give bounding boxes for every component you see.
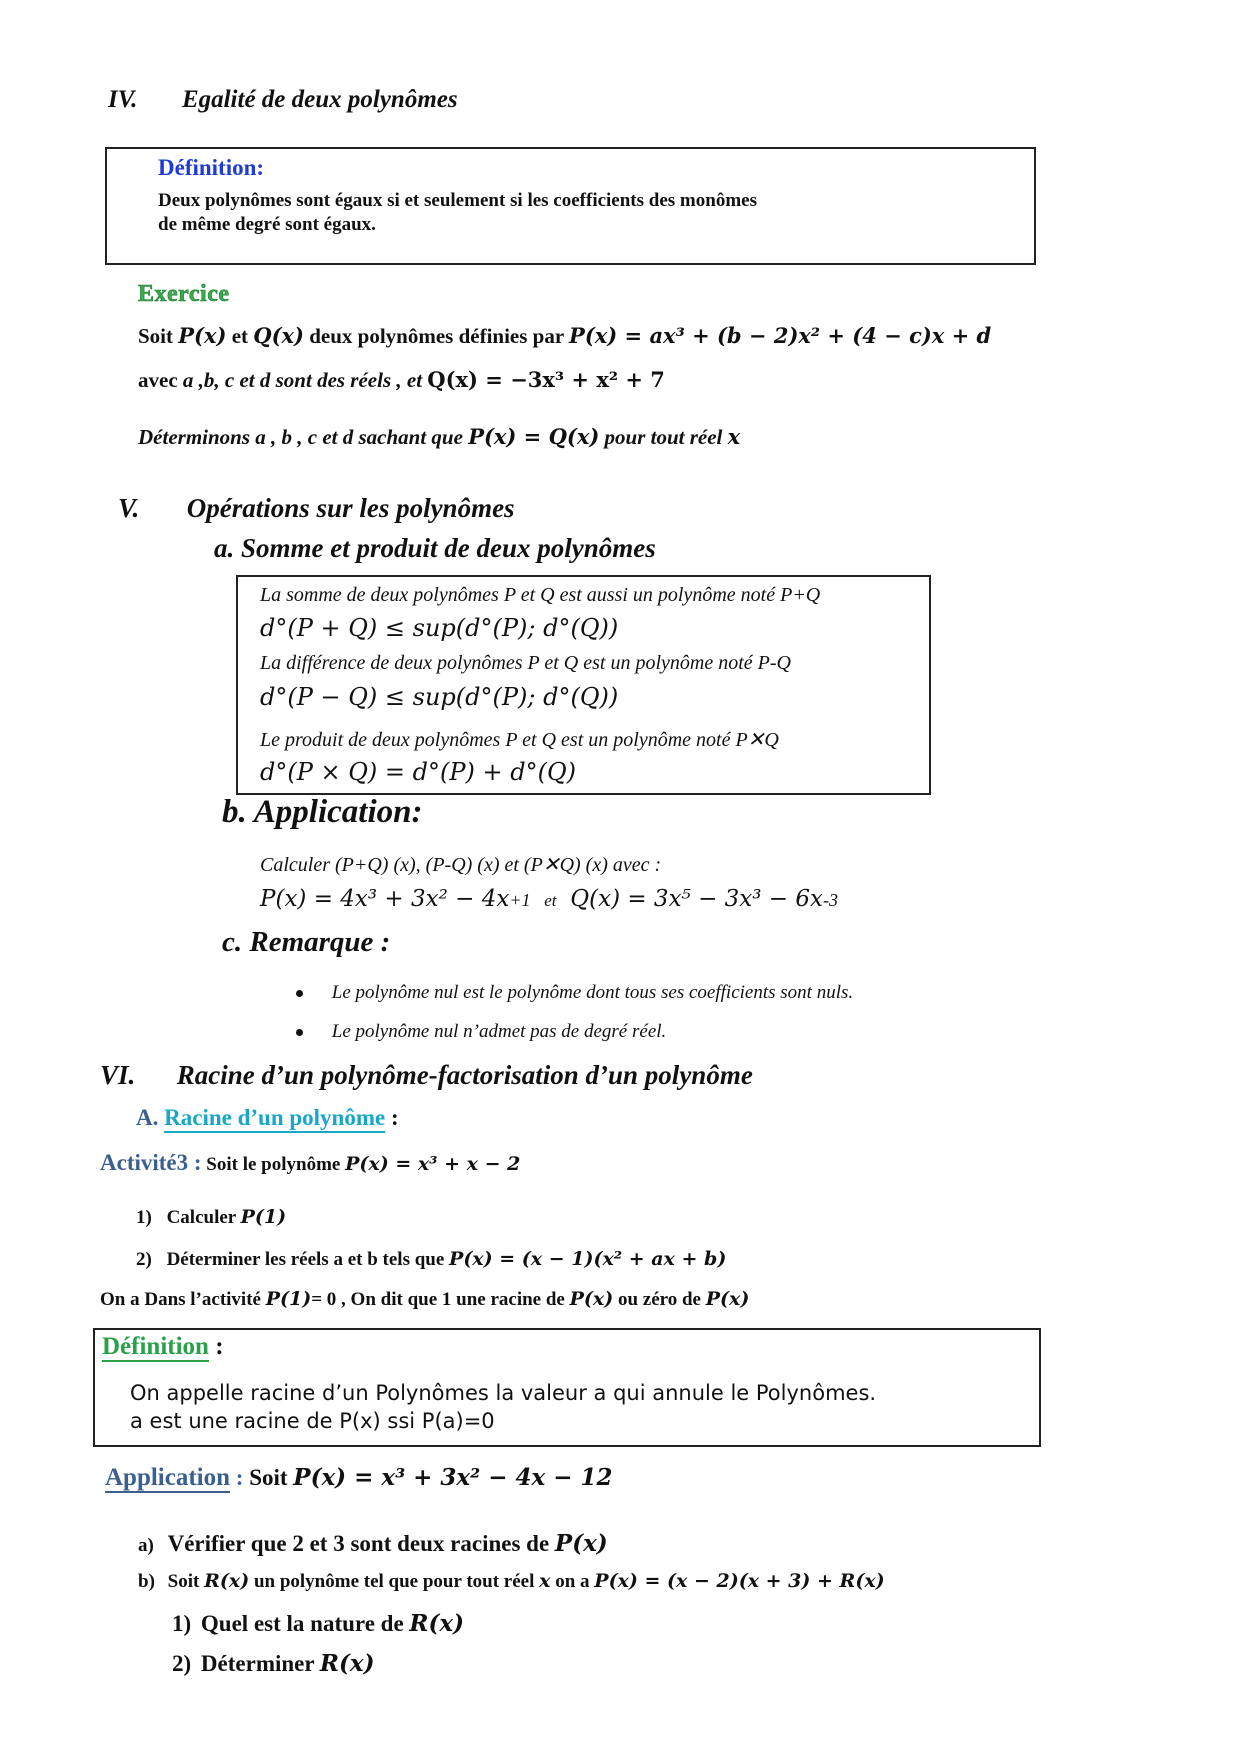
math-equality: P(x) = Q(x) [468, 424, 600, 449]
item-text: Vérifier que 2 et 3 sont deux racines de [167, 1531, 555, 1556]
exercise-line-3 [138, 424, 740, 450]
definition-root-colon: : [208, 1333, 224, 1360]
section-6-heading [100, 1060, 753, 1091]
subsection-A-title: Racine d’un polynôme [164, 1105, 386, 1130]
conclusion-text: On a Dans l’activité [100, 1289, 266, 1310]
activity-item-1 [136, 1206, 286, 1229]
definition-root-line-2: a est une racine de P(x) ssi P(a)=0 [130, 1409, 495, 1433]
exercise-label: Exercice [138, 281, 230, 307]
definition-line-2: de même degré sont égaux. [158, 214, 376, 235]
section-5-heading [118, 493, 515, 524]
math-Q: Q(x) [253, 323, 304, 348]
item-number: 2) [172, 1651, 192, 1676]
math-Rx: R(x) [319, 1650, 375, 1677]
application-item-b [138, 1570, 885, 1593]
application-colon: : [230, 1465, 244, 1490]
item-number: 2) [136, 1249, 152, 1270]
item-number: a) [138, 1535, 154, 1556]
subsection-A-colon: : [385, 1105, 399, 1130]
application-subitem-1 [172, 1610, 464, 1637]
exercise-line-1 [138, 323, 991, 349]
application-polynomials [260, 886, 838, 912]
math-Q-tail: -3 [822, 890, 838, 910]
math-Px: P(x) [554, 1530, 608, 1557]
definition-root-line-1: On appelle racine d’un Polynômes la valeur a qui annule le Polynômes. [130, 1381, 877, 1405]
math-factorization: P(x) = (x − 1)(x² + ax + b) [449, 1248, 727, 1270]
exercise-text: et [226, 324, 254, 348]
activity-label: Activité3 : [100, 1150, 202, 1175]
activity-line [100, 1150, 520, 1176]
subsection-a-title: a. Somme et produit de deux polynômes [214, 533, 656, 563]
bullet-icon [296, 990, 303, 997]
math-P1: P(1) [265, 1288, 312, 1310]
exercise-text: avec [138, 368, 183, 392]
sum-formula: d°(P + Q) ≤ sup(d°(P); d°(Q)) [260, 614, 619, 642]
conclusion-text: = 0 [311, 1289, 337, 1310]
difference-formula: d°(P − Q) ≤ sup(d°(P); d°(Q)) [260, 683, 619, 711]
math-Px: P(x) [569, 1288, 614, 1310]
remark-2-text: Le polynôme nul n’admet pas de degré réel. [331, 1021, 667, 1042]
definition-line-1: Deux polynômes sont égaux si et seulement si les coefficients des monômes [158, 190, 757, 211]
math-Q-definition: Q(x) = −3x³ + x² + 7 [427, 367, 665, 392]
math-P1: P(1) [240, 1206, 287, 1228]
item-text: un polynôme tel que pour tout réel [249, 1571, 540, 1592]
application-item-a [138, 1530, 608, 1557]
application-label: Application [105, 1464, 231, 1491]
application-text: Soit [243, 1465, 294, 1490]
activity-item-2 [136, 1248, 726, 1271]
item-text: Calculer [166, 1207, 241, 1228]
item-number: 1) [136, 1207, 152, 1228]
math-Q-application: Q(x) = 3x⁵ − 3x³ − 6x [570, 886, 823, 912]
math-P-definition: P(x) = ax³ + (b − 2)x² + (4 − c)x + d [569, 323, 992, 348]
exercise-line-2 [138, 367, 665, 393]
item-text: Déterminer les réels a et b tels que [166, 1249, 450, 1270]
section-6-title: Racine d’un polynôme-factorisation d’un polynôme [176, 1060, 753, 1090]
product-formula: d°(P × Q) = d°(P) + d°(Q) [260, 758, 577, 786]
math-decomposition: P(x) = (x − 2)(x + 3) + R(x) [594, 1570, 885, 1592]
definition-label: Définition: [158, 155, 265, 180]
subsection-c-title: c. Remarque : [222, 926, 391, 958]
subsection-b-title: b. Application: [222, 794, 423, 830]
math-P-tail: +1 [509, 890, 531, 910]
subsection-A-heading [136, 1105, 399, 1131]
remark-2 [296, 1021, 666, 1043]
item-text: on a [550, 1571, 595, 1592]
remark-1 [296, 982, 853, 1004]
subsection-A-prefix: A. [136, 1105, 159, 1130]
exercise-text: deux polynômes définies par [303, 324, 570, 348]
difference-text: La différence de deux polynômes P et Q est un polynôme noté P-Q [260, 652, 791, 674]
math-Rx: R(x) [409, 1610, 464, 1637]
conclusion-text: ou zéro de [613, 1289, 706, 1310]
definition-root-heading [102, 1333, 224, 1361]
item-number: b) [138, 1571, 155, 1592]
bullet-icon [296, 1029, 303, 1036]
math-P-application: P(x) = 4x³ + 3x² − 4x [260, 886, 510, 912]
item-number: 1) [172, 1611, 192, 1636]
exercise-text: Soit [138, 324, 179, 348]
item-text: Quel est la nature de [200, 1611, 410, 1636]
item-text: Déterminer [200, 1651, 320, 1676]
section-4-title: Egalité de deux polynômes [181, 86, 458, 113]
sum-text: La somme de deux polynômes P et Q est aussi un polynôme noté P+Q [260, 584, 821, 606]
math-application-P: P(x) = x³ + 3x² − 4x − 12 [293, 1464, 613, 1491]
section-4-heading [108, 86, 458, 114]
math-Rx: R(x) [204, 1570, 250, 1592]
application-instruction: Calculer (P+Q) (x), (P-Q) (x) et (P✕Q) (x) avec : [260, 854, 662, 876]
definition-root-label: Définition [102, 1333, 209, 1360]
remark-1-text: Le polynôme nul est le polynôme dont tous ses coefficients sont nuls. [331, 982, 854, 1003]
section-4-number: IV. [108, 86, 138, 113]
item-text: Soit [167, 1571, 205, 1592]
exercise-text: Déterminons a , b , c et d sachant que [138, 425, 469, 449]
activity-text: Soit le polynôme [201, 1154, 346, 1175]
product-text: Le produit de deux polynômes P et Q est un polynôme noté P✕Q [260, 729, 779, 751]
exercise-text: a ,b, c et d sont des réels , et [182, 368, 428, 392]
math-x: x [539, 1570, 551, 1592]
and-text: et [544, 891, 557, 910]
activity-conclusion [100, 1288, 749, 1311]
exercise-text: pour tout réel [599, 425, 728, 449]
section-5-title: Opérations sur les polynômes [186, 493, 515, 523]
section-6-number: VI. [100, 1060, 136, 1090]
conclusion-text: , On dit que 1 une racine de [336, 1289, 570, 1310]
math-P: P(x) [178, 323, 227, 348]
math-activity-P: P(x) = x³ + x − 2 [345, 1153, 521, 1175]
section-5-number: V. [118, 493, 140, 523]
application-heading [105, 1464, 613, 1492]
application-subitem-2 [172, 1650, 375, 1677]
math-Px: P(x) [705, 1288, 750, 1310]
math-x: x [727, 424, 741, 449]
